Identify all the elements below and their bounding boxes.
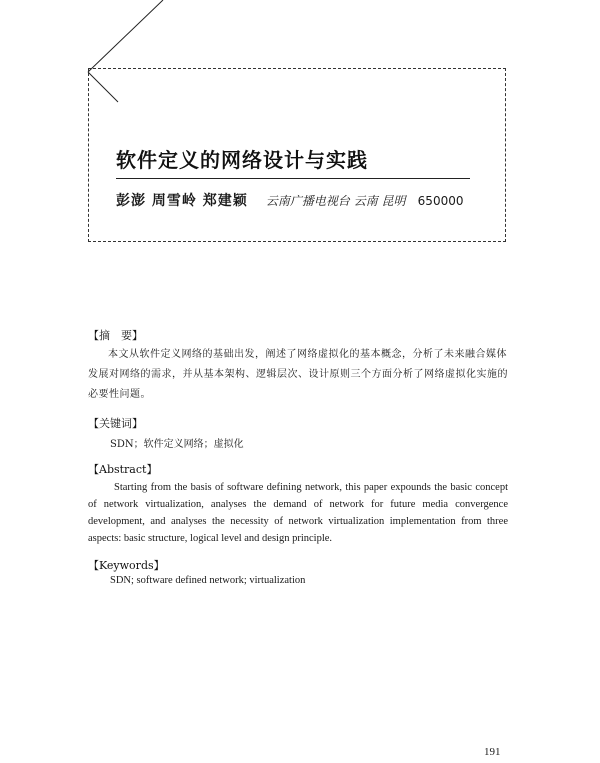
- keywords-cn-heading: 【关键词】: [88, 417, 143, 430]
- keywords-en-text: SDN; software defined network; virtualization: [110, 575, 306, 586]
- abstract-cn-text: 本文从软件定义网络的基础出发，阐述了网络虚拟化的基本概念，分析了未来融合媒体发展对网络的需求，并从基本架构、逻辑层次、设计原则三个方面分析了网络虚拟化实施的必要性问题。: [88, 349, 508, 400]
- abstract-cn-heading: 【摘 要】: [88, 329, 143, 342]
- postcode: 650000: [417, 194, 464, 208]
- keywords-cn-text: SDN；软件定义网络；虚拟化: [110, 439, 244, 450]
- page-number: 191: [484, 746, 501, 758]
- keywords-en-heading: 【Keywords】: [88, 559, 165, 572]
- abstract-en-heading: 【Abstract】: [88, 463, 158, 476]
- abstract-en-body: [88, 479, 508, 547]
- affiliation: 云南广播电视台 云南 昆明: [265, 194, 406, 208]
- article-title: 软件定义的网络设计与实践: [116, 148, 368, 172]
- title-rule: [116, 178, 470, 179]
- abstract-cn-body: [88, 345, 508, 405]
- authors: 彭澎 周雪岭 郑建颖: [116, 193, 248, 209]
- abstract-en-text: Starting from the basis of software defining network, this paper expounds the basic concept of network virtualization, analyses the demand of network for future media convergence development, and analyses the necessity of network virtualization implementation from three aspects: basic structure, logical level and design principle.: [88, 482, 508, 544]
- byline: [116, 190, 463, 210]
